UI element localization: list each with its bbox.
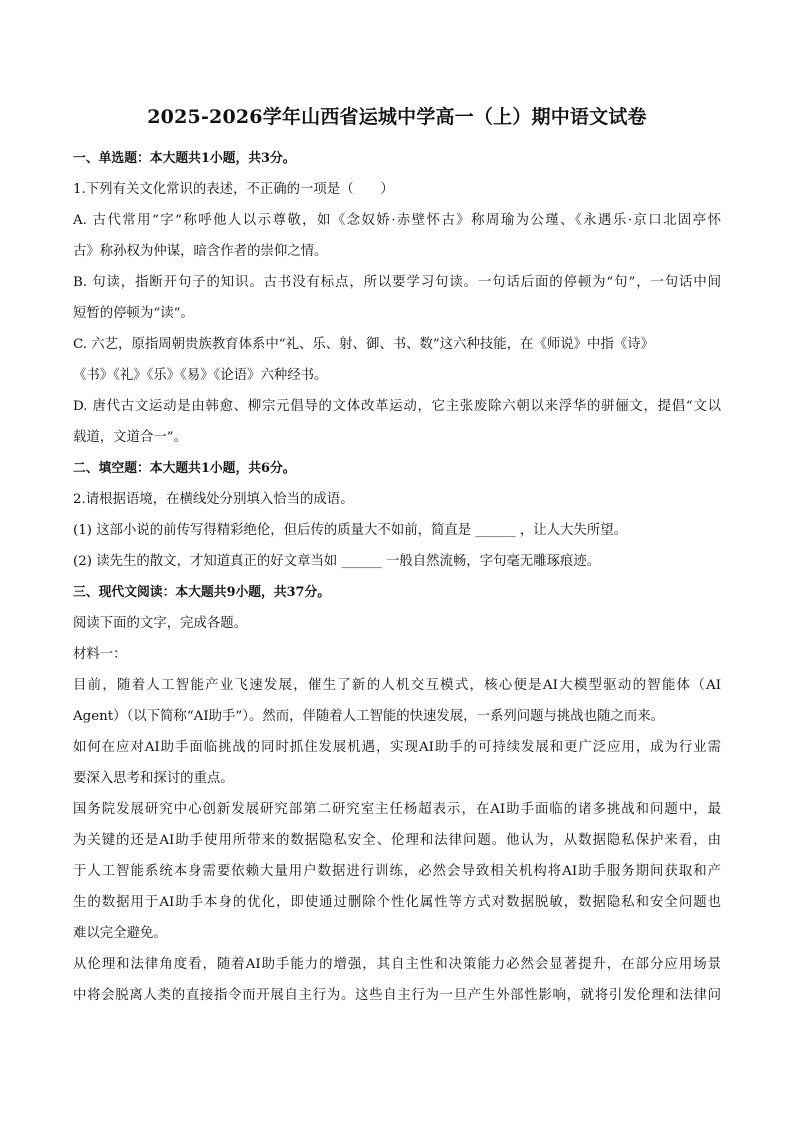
text-line: (1) 这部小说的前传写得精彩绝伦，但后传的质量大不如前，简直是 ______ ，让人大失所望。 bbox=[73, 523, 627, 538]
exam-body bbox=[73, 143, 721, 1011]
text-line: C. 六艺，原指周朝贵族教育体系中“礼、乐、射、御、书、数”这六种技能，在《师说》中指《诗》 bbox=[73, 337, 654, 352]
text-line: 为关键的还是AI助手使用所带来的数据隐私安全、伦理和法律问题。他认为，从数据隐私保护来看，由 bbox=[73, 833, 721, 848]
text-line: 1.下列有关文化常识的表述，不正确的一项是（ ） bbox=[73, 182, 394, 197]
section-heading: 三、现代文阅读：本大题共9小题，共37分。 bbox=[73, 585, 331, 600]
text-line: 短暂的停顿为“读”。 bbox=[73, 306, 194, 321]
text-line: A. 古代常用“字”称呼他人以示尊敬，如《念奴娇·赤壁怀古》称周瑜为公瑾、《永遇乐·京口北固亭怀 bbox=[73, 213, 721, 228]
section-heading: 二、填空题：本大题共1小题，共6分。 bbox=[73, 461, 296, 476]
text-line: Agent）（以下简称“AI助手”）。然而，伴随着人工智能的快速发展，一系列问题与挑战也随之而来。 bbox=[73, 709, 665, 724]
text-line: 于人工智能系统本身需要依赖大量用户数据进行训练，必然会导致相关机构将AI助手服务期间获取和产 bbox=[73, 864, 721, 879]
text-line: 载道，文道合一”。 bbox=[73, 430, 187, 445]
text-line: 生的数据用于AI助手本身的优化，即使通过删除个性化属性等方式对数据脱敏，数据隐私和安全问题也 bbox=[73, 895, 721, 910]
text-line: 阅读下面的文字，完成各题。 bbox=[73, 616, 248, 631]
text-line: 从伦理和法律角度看，随着AI助手能力的增强，其自主性和决策能力必然会显著提升，在部分应用场景 bbox=[73, 957, 721, 972]
text-line: B. 句读，指断开句子的知识。古书没有标点，所以要学习句读。一句话后面的停顿为“句”，一句话中间 bbox=[73, 275, 721, 290]
text-line: 古》称孙权为仲谋，暗含作者的崇仰之情。 bbox=[73, 244, 328, 259]
text-line: 2.请根据语境，在横线处分别填入恰当的成语。 bbox=[73, 492, 354, 507]
text-line: 中将会脱离人类的直接指令而开展自主行为。这些自主行为一旦产生外部性影响，就将引发伦理和法律问 bbox=[73, 988, 721, 1003]
text-line: 目前，随着人工智能产业飞速发展，催生了新的人机交互模式，核心便是AI大模型驱动的智能体（AI bbox=[73, 678, 721, 693]
text-line: 《书》《礼》《乐》《易》《论语》六种经书。 bbox=[73, 368, 328, 383]
text-line: 要深入思考和探讨的重点。 bbox=[73, 771, 234, 786]
text-line: 如何在应对AI助手面临挑战的同时抓住发展机遇，实现AI助手的可持续发展和更广泛应用，成为行业需 bbox=[73, 740, 721, 755]
text-line: 材料一： bbox=[73, 647, 127, 662]
section-heading: 一、单选题：本大题共1小题，共3分。 bbox=[73, 151, 296, 166]
text-line: 国务院发展研究中心创新发展研究部第二研究室主任杨超表示，在AI助手面临的诸多挑战和问题中，最 bbox=[73, 802, 721, 817]
exam-title: 2025-2026学年山西省运城中学高一（上）期中语文试卷 bbox=[147, 106, 647, 128]
text-line: (2) 读先生的散文，才知道真正的好文章当如 ______ 一般自然流畅，字句毫无雕琢痕迹。 bbox=[73, 554, 601, 569]
text-line: 难以完全避免。 bbox=[73, 926, 167, 941]
text-line: D. 唐代古文运动是由韩愈、柳宗元倡导的文体改革运动，它主张废除六朝以来浮华的骈俪文，提倡“文以 bbox=[73, 399, 721, 414]
